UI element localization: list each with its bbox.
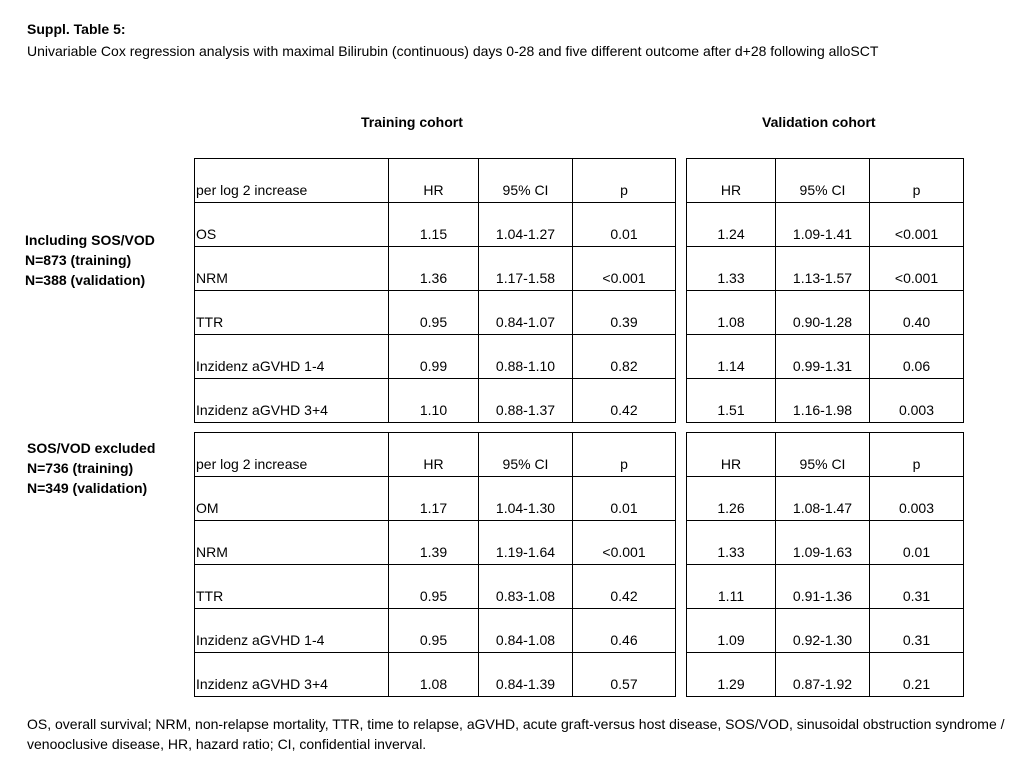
validation-cohort-heading: Validation cohort [762,114,876,130]
footnote: OS, overall survival; NRM, non-relapse mortality, TTR, time to relapse, aGVHD, acute graft-versus host disease, SOS/VOD, sinusoidal obstruction syndrome / venooclusive disease, HR, hazard ratio; CI, confidential inverval. [27,716,1005,752]
table-row: NRM 1.36 1.17-1.58 <0.001 [195,247,676,291]
table-row: 1.29 0.87-1.92 0.21 [687,653,964,697]
table-header-row: HR 95% CI p [687,159,964,203]
training-cohort-heading: Training cohort [361,114,463,130]
table-heading: Suppl. Table 5: [27,21,126,37]
table-row: 1.26 1.08-1.47 0.003 [687,477,964,521]
table-row: Inzidenz aGVHD 1-4 0.99 0.88-1.10 0.82 [195,335,676,379]
training-table-sos-vod-excluded [194,432,676,697]
table-row: TTR 0.95 0.83-1.08 0.42 [195,565,676,609]
table-row: 1.51 1.16-1.98 0.003 [687,379,964,423]
table-row: 1.14 0.99-1.31 0.06 [687,335,964,379]
table-row: 1.33 1.13-1.57 <0.001 [687,247,964,291]
table-row: Inzidenz aGVHD 3+4 1.10 0.88-1.37 0.42 [195,379,676,423]
table-title [27,18,878,62]
section-label-sos-vod-excluded: SOS/VOD excluded N=736 (training) N=349 (validation) [27,440,156,496]
table-row: OM 1.17 1.04-1.30 0.01 [195,477,676,521]
table-subtitle: Univariable Cox regression analysis with maximal Bilirubin (continuous) days 0-28 and five different outcome after d+28 following alloSCT [27,43,879,59]
validation-table-sos-vod-excluded [686,432,964,697]
table-row: 1.24 1.09-1.41 <0.001 [687,203,964,247]
table-row: 1.08 0.90-1.28 0.40 [687,291,964,335]
table-row: Inzidenz aGVHD 3+4 1.08 0.84-1.39 0.57 [195,653,676,697]
table-row: 1.11 0.91-1.36 0.31 [687,565,964,609]
table-row: Inzidenz aGVHD 1-4 0.95 0.84-1.08 0.46 [195,609,676,653]
table-row: TTR 0.95 0.84-1.07 0.39 [195,291,676,335]
table-row: OS 1.15 1.04-1.27 0.01 [195,203,676,247]
section-label-including-sos-vod: Including SOS/VOD N=873 (training) N=388 (validation) [25,232,155,288]
table-header-row: per log 2 increase HR 95% CI p [195,159,676,203]
table-row: 1.09 0.92-1.30 0.31 [687,609,964,653]
table-header-row: HR 95% CI p [687,433,964,477]
table-row: 1.33 1.09-1.63 0.01 [687,521,964,565]
table-header-row: per log 2 increase HR 95% CI p [195,433,676,477]
validation-table-including-sos-vod [686,158,964,423]
training-table-including-sos-vod [194,158,676,423]
table-row: NRM 1.39 1.19-1.64 <0.001 [195,521,676,565]
